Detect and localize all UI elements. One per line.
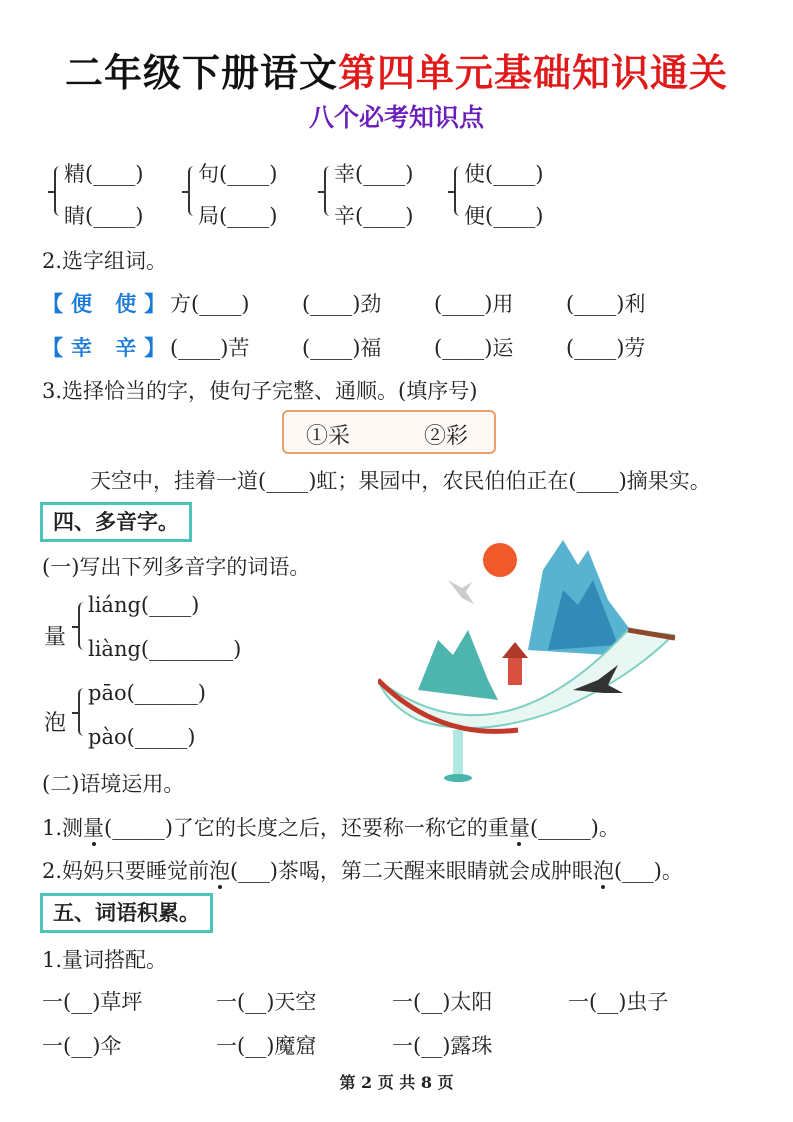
mw-row1-item-2: 一(__)天空 [216, 990, 317, 1014]
s2-a: 2.妈妈只要睡觉前 [42, 859, 210, 883]
sun-icon [483, 543, 517, 577]
liang-top: liáng(____) [88, 593, 200, 617]
page-footer: 第 2 页 共 8 页 [339, 1073, 454, 1092]
pao-bottom: pào(_____) [88, 725, 196, 749]
mw-row1-item-4: 一(__)虫子 [568, 990, 669, 1014]
s2-dot-2: 泡 [592, 859, 614, 883]
section-5-title: 五、词语积累。 [40, 893, 213, 933]
polyphone-liang: 量 [44, 625, 67, 650]
s1-dot-1: 量 [83, 816, 105, 840]
subtitle: 八个必考知识点 [308, 103, 484, 132]
mw-row2-item-1: 一(__)伞 [42, 1034, 122, 1058]
title-red: 第四单元基础知识通关 [338, 51, 729, 95]
part-2-heading: (二)语境运用。 [42, 772, 185, 796]
landscape-illustration [378, 530, 678, 785]
s1-a: 1.测 [42, 816, 84, 840]
crane-icon [448, 580, 474, 604]
pair-3-top: 幸(____) [334, 162, 414, 186]
title-black: 二年级下册语文 [64, 51, 338, 95]
liang-bottom: liàng(________) [88, 637, 242, 661]
measure-word-heading: 1.量词搭配。 [42, 948, 168, 972]
section-4-title: 四、多音字。 [40, 502, 192, 542]
q2-row2-item-2: (____)福 [302, 336, 382, 360]
q2-heading: 2.选字组词。 [42, 249, 168, 273]
mw-row2-item-2: 一(__)魔窟 [216, 1034, 317, 1058]
polyphone-pao: 泡 [44, 711, 67, 736]
q2-row1-item-2: (____)劲 [302, 292, 382, 316]
pao-top: pāo(______) [88, 681, 206, 705]
q2-row2-item-4: (____)劳 [566, 336, 646, 360]
context-sentence-2 [42, 855, 683, 885]
q3-heading: 3.选择恰当的字，使句子完整、通顺。(填序号) [42, 379, 478, 403]
q3-sentence: 天空中，挂着一道(____)虹；果园中，农民伯伯正在(____)摘果实。 [90, 469, 711, 493]
page-title [0, 42, 793, 97]
s1-b: (_____)了它的长度之后，还要称一称它的重 [104, 816, 509, 840]
option-box [282, 410, 496, 454]
s2-dot-1: 泡 [209, 859, 231, 883]
pair-1-top: 精(____) [64, 162, 144, 186]
q2-row1-item-3: (____)用 [434, 292, 514, 316]
s2-c: (___)。 [613, 859, 683, 883]
pair-1-bottom: 睛(____) [64, 204, 144, 228]
q2-row2-item-1: (____)苦 [170, 336, 250, 360]
option-1: ①采 [306, 424, 351, 449]
q2-row1-item-4: (____)利 [566, 292, 646, 316]
q2-row2-item-3: (____)运 [434, 336, 514, 360]
mw-row2-item-3: 一(__)露珠 [392, 1034, 493, 1058]
pair-2-top: 句(____) [198, 162, 278, 186]
pair-4-bottom: 便(____) [464, 204, 544, 228]
part-1-heading: (一)写出下列多音字的词语。 [42, 555, 311, 579]
pair-2-bottom: 局(____) [198, 204, 278, 228]
mw-row1-item-3: 一(__)太阳 [392, 990, 493, 1014]
s1-c: (_____)。 [529, 816, 620, 840]
option-2: ②彩 [424, 424, 469, 449]
q2-row1-item-1: 方(____) [170, 292, 250, 316]
pair-4-top: 使(____) [464, 162, 544, 186]
context-sentence-1 [42, 812, 620, 842]
q2-row1-label: 【便 使】 [42, 291, 174, 316]
s2-b: (___)茶喝，第二天醒来眼睛就会成肿眼 [230, 859, 593, 883]
q2-row2-label: 【幸 辛】 [42, 335, 174, 360]
mw-row1-item-1: 一(__)草坪 [42, 990, 143, 1014]
s1-dot-2: 量 [508, 816, 530, 840]
pair-3-bottom: 辛(____) [334, 204, 414, 228]
